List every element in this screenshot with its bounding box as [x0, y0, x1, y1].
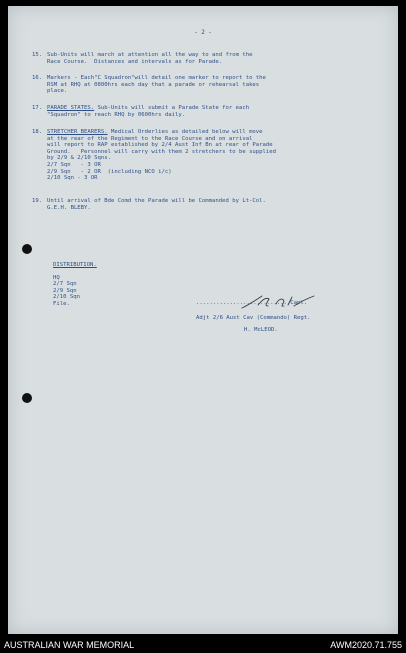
distribution-entry: 2/10 Sqn [53, 294, 80, 301]
paragraph-line: 2/7 Sqn - 3 OR [47, 161, 101, 168]
footer-institution: AUSTRALIAN WAR MEMORIAL [4, 640, 135, 650]
paragraph-number: 15. [32, 52, 43, 58]
punch-hole [22, 393, 32, 403]
distribution-list [53, 262, 97, 308]
document-page [8, 6, 398, 634]
paragraph-line: 2/10 Sqn - 3 OR [47, 175, 98, 182]
signatory-title: Adjt 2/6 Aust Cav (Commando) Regt. [196, 314, 311, 321]
paragraph-number: 18. [32, 129, 43, 135]
page-number: - 2 - [193, 29, 213, 36]
paragraph-number: 16. [32, 75, 43, 81]
paragraph-line: G.E.H. BLEBY. [47, 204, 91, 211]
paragraph-line: Until arrival of Bde Comd the Parade will be Commanded by Lt-Col. [47, 198, 266, 204]
paragraph-line: RSM at RHQ at 0800hrs each day that a parade or rehearsal takes [47, 81, 260, 88]
distribution-entry: HQ [53, 274, 60, 281]
distribution-entry: 2/9 Sqn [53, 287, 77, 294]
paragraph-line: Sub-Units will march at attention all the way to and from the [47, 52, 253, 58]
paragraph-line: Sub-Units will submit a Parade State for each [94, 105, 250, 111]
signature-line: ............................Capt. [196, 300, 308, 306]
paragraph-heading: PARADE STATES. [47, 105, 95, 111]
signature-block [196, 300, 311, 334]
footer-reference: AWM2020.71.755 [330, 640, 402, 650]
paragraph-line: Markers - Each"C Squadron"will detail one marker to report to the [47, 75, 266, 81]
paragraph-line: place. [47, 88, 68, 95]
paragraph-number: 19. [32, 198, 43, 204]
distribution-entry: File. [53, 300, 70, 307]
paragraph-line: Medical Orderlies as detailed below will move [107, 129, 263, 135]
archive-footer [0, 634, 406, 653]
punch-hole [22, 244, 32, 254]
paragraph-heading: STRETCHER BEARERS. [47, 129, 108, 135]
paragraph-line: "Squadron" to reach RHQ by 0600hrs daily. [47, 111, 186, 118]
paragraph-line: will report to RAP established by 2/4 Aust Inf Bn at rear of Parade [47, 142, 273, 149]
paragraph-line: 2/9 Sqn - 2 OR (including NCO i/c) [47, 168, 172, 175]
paragraph-line: Ground. Personnel will carry with them 2 stretchers to be supplied [47, 148, 277, 155]
paragraph-line: by 2/9 & 2/10 Sqns. [47, 155, 111, 162]
signatory-name: H. McLEOD. [244, 327, 278, 334]
distribution-heading: DISTRIBUTION. [53, 262, 97, 268]
paragraph-number: 17. [32, 105, 43, 111]
distribution-entry: 2/7 Sqn [53, 281, 77, 288]
paragraph-line: Race Course. Distances and intervals as for Parade. [47, 58, 223, 65]
paragraph-line: at the rear of the Regiment to the Race Course and on arrival [47, 135, 253, 142]
